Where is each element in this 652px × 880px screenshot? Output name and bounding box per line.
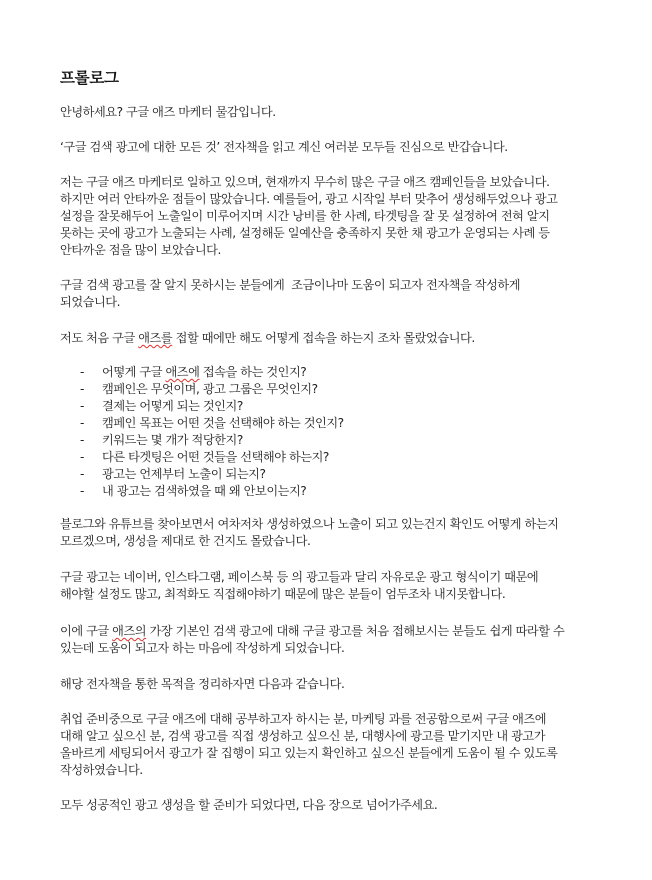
text-line: 해야할 설정도 많고, 최적화도 직접해야하기 때문에 많은 분들이 엄두조차 내지못합니다. [60, 587, 506, 601]
text-line: 설정을 잘못해두어 노출일이 미루어지며 시간 낭비를 한 사례, 타겟팅을 잘 못 설정하여 전혀 알지 [60, 209, 550, 223]
text-line: 있는데 도움이 되고자 하는 마음에 작성하게 되었습니다. [60, 641, 345, 655]
list-item-text: 광고는 언제부터 노출이 되는지? [102, 467, 266, 481]
dash-bullet: - [80, 484, 84, 498]
spellcheck-word[interactable]: 애즈의 [112, 624, 147, 638]
text-line: 안녕하세요? 구글 애즈 마케터 물감입니다. [60, 105, 276, 119]
text-line: 안타까운 점을 많이 보았습니다. [60, 243, 221, 257]
list-item-text: 결제는 어떻게 되는 것인지? [102, 399, 243, 413]
spellcheck-word[interactable]: 애즈에 [165, 365, 200, 379]
list-item-text: 키워드는 몇 개가 적당한지? [102, 433, 243, 447]
paragraph-goal-intro [60, 676, 640, 693]
list-item-text: 내 광고는 검색하였을 때 왜 안보이는지? [102, 484, 307, 498]
page-title: 프롤로그 [60, 69, 119, 87]
list-item-text: 캠페인 목표는 어떤 것을 선택해야 하는 것인지? [102, 416, 344, 430]
dash-bullet: - [80, 365, 84, 379]
paragraph-target-audience [60, 711, 640, 779]
text-line: 구글 검색 광고를 잘 알지 못하시는 분들에게 조금이나마 도움이 되고자 전자책을 작성하게 [60, 278, 521, 292]
text-segment: 어떻게 구글 [102, 365, 166, 379]
text-segment: 접속을 하는 것인지? [199, 365, 307, 379]
text-segment: 저도 처음 구글 [60, 331, 139, 345]
paragraph-experience [60, 174, 640, 259]
text-line: 하지만 여러 안타까운 점들이 많았습니다. 예를들어, 광고 시작일 부터 맞추어 생성해두었으나 광고 [60, 192, 558, 206]
dash-bullet: - [80, 467, 84, 481]
dash-bullet: - [80, 450, 84, 464]
text-line [60, 623, 640, 640]
text-segment: 이에 구글 [60, 624, 113, 638]
text-line: 해당 전자책을 통한 목적을 정리하자면 다음과 같습니다. [60, 677, 345, 691]
text-line: ‘구글 검색 광고에 대한 모든 것’ 전자책을 읽고 계신 여러분 모두들 진심으로 반갑습니다. [60, 140, 508, 154]
dash-bullet: - [80, 433, 84, 447]
text-segment: 가장 기본인 검색 광고에 대해 구글 광고를 처음 접해보시는 분들도 쉽게 따라할 수 [146, 624, 565, 638]
paragraph-greeting [60, 104, 640, 121]
dash-bullet: - [80, 399, 84, 413]
list-item-text: 다른 타겟팅은 어떤 것들을 선택해야 하는지? [102, 450, 329, 464]
text-line: 못하는 곳에 광고가 노출되는 사례, 설정해둔 일예산을 충족하지 못한 채 광고가 운영되는 사례 등 [60, 226, 550, 240]
text-line: 취업 준비중으로 구글 애즈에 대해 공부하고자 하시는 분, 마케팅 과를 전공함으로써 구글 애즈에 [60, 712, 547, 726]
text-line: 되었습니다. [60, 295, 121, 309]
dash-bullet: - [80, 382, 84, 396]
text-line: 대해 알고 싶으신 분, 검색 광고를 직접 생성하고 싶으신 분, 대행사에 광고를 맡기지만 내 광고가 [60, 729, 546, 743]
paragraph-google-ads-format [60, 569, 640, 603]
paragraph-blog-youtube [60, 516, 640, 550]
text-line: 구글 광고는 네이버, 인스타그램, 페이스북 등 의 광고들과 달리 자유로운 광고 형식이기 때문에 [60, 570, 539, 584]
text-line: 저는 구글 애즈 마케터로 일하고 있으며, 현재까지 무수히 많은 구글 애즈 캠페인들을 보았습니다. [60, 175, 550, 189]
paragraph-welcome [60, 139, 640, 156]
dash-bullet: - [80, 416, 84, 430]
paragraph-first-time [60, 330, 640, 347]
text-line: 모두 성공적인 광고 생성을 할 준비가 되었다면, 다음 장으로 넘어가주세요. [60, 798, 438, 812]
text-line: 모르겠으며, 생성을 제대로 한 건지도 몰랐습니다. [60, 534, 311, 548]
list-item-text: 캠페인은 무엇이며, 광고 그룹은 무엇인지? [102, 382, 318, 396]
text-line: 블로그와 유튜브를 찾아보면서 여차저차 생성하였으나 노출이 되고 있는건지 확인도 어떻게 하는지 [60, 517, 559, 531]
text-line: 작성하였습니다. [60, 763, 143, 777]
paragraph-purpose [60, 277, 640, 311]
spellcheck-word[interactable]: 애즈를 [138, 331, 173, 345]
paragraph-motivation [60, 623, 640, 657]
text-line: 올바르게 세팅되어서 광고가 잘 집행이 되고 있는지 확인하고 싶으신 분들에게 도움이 될 수 있도록 [60, 746, 558, 760]
paragraph-closing [60, 797, 640, 814]
text-segment: 접할 때에만 해도 어떻게 접속을 하는지 조차 몰랐었습니다. [172, 331, 475, 345]
